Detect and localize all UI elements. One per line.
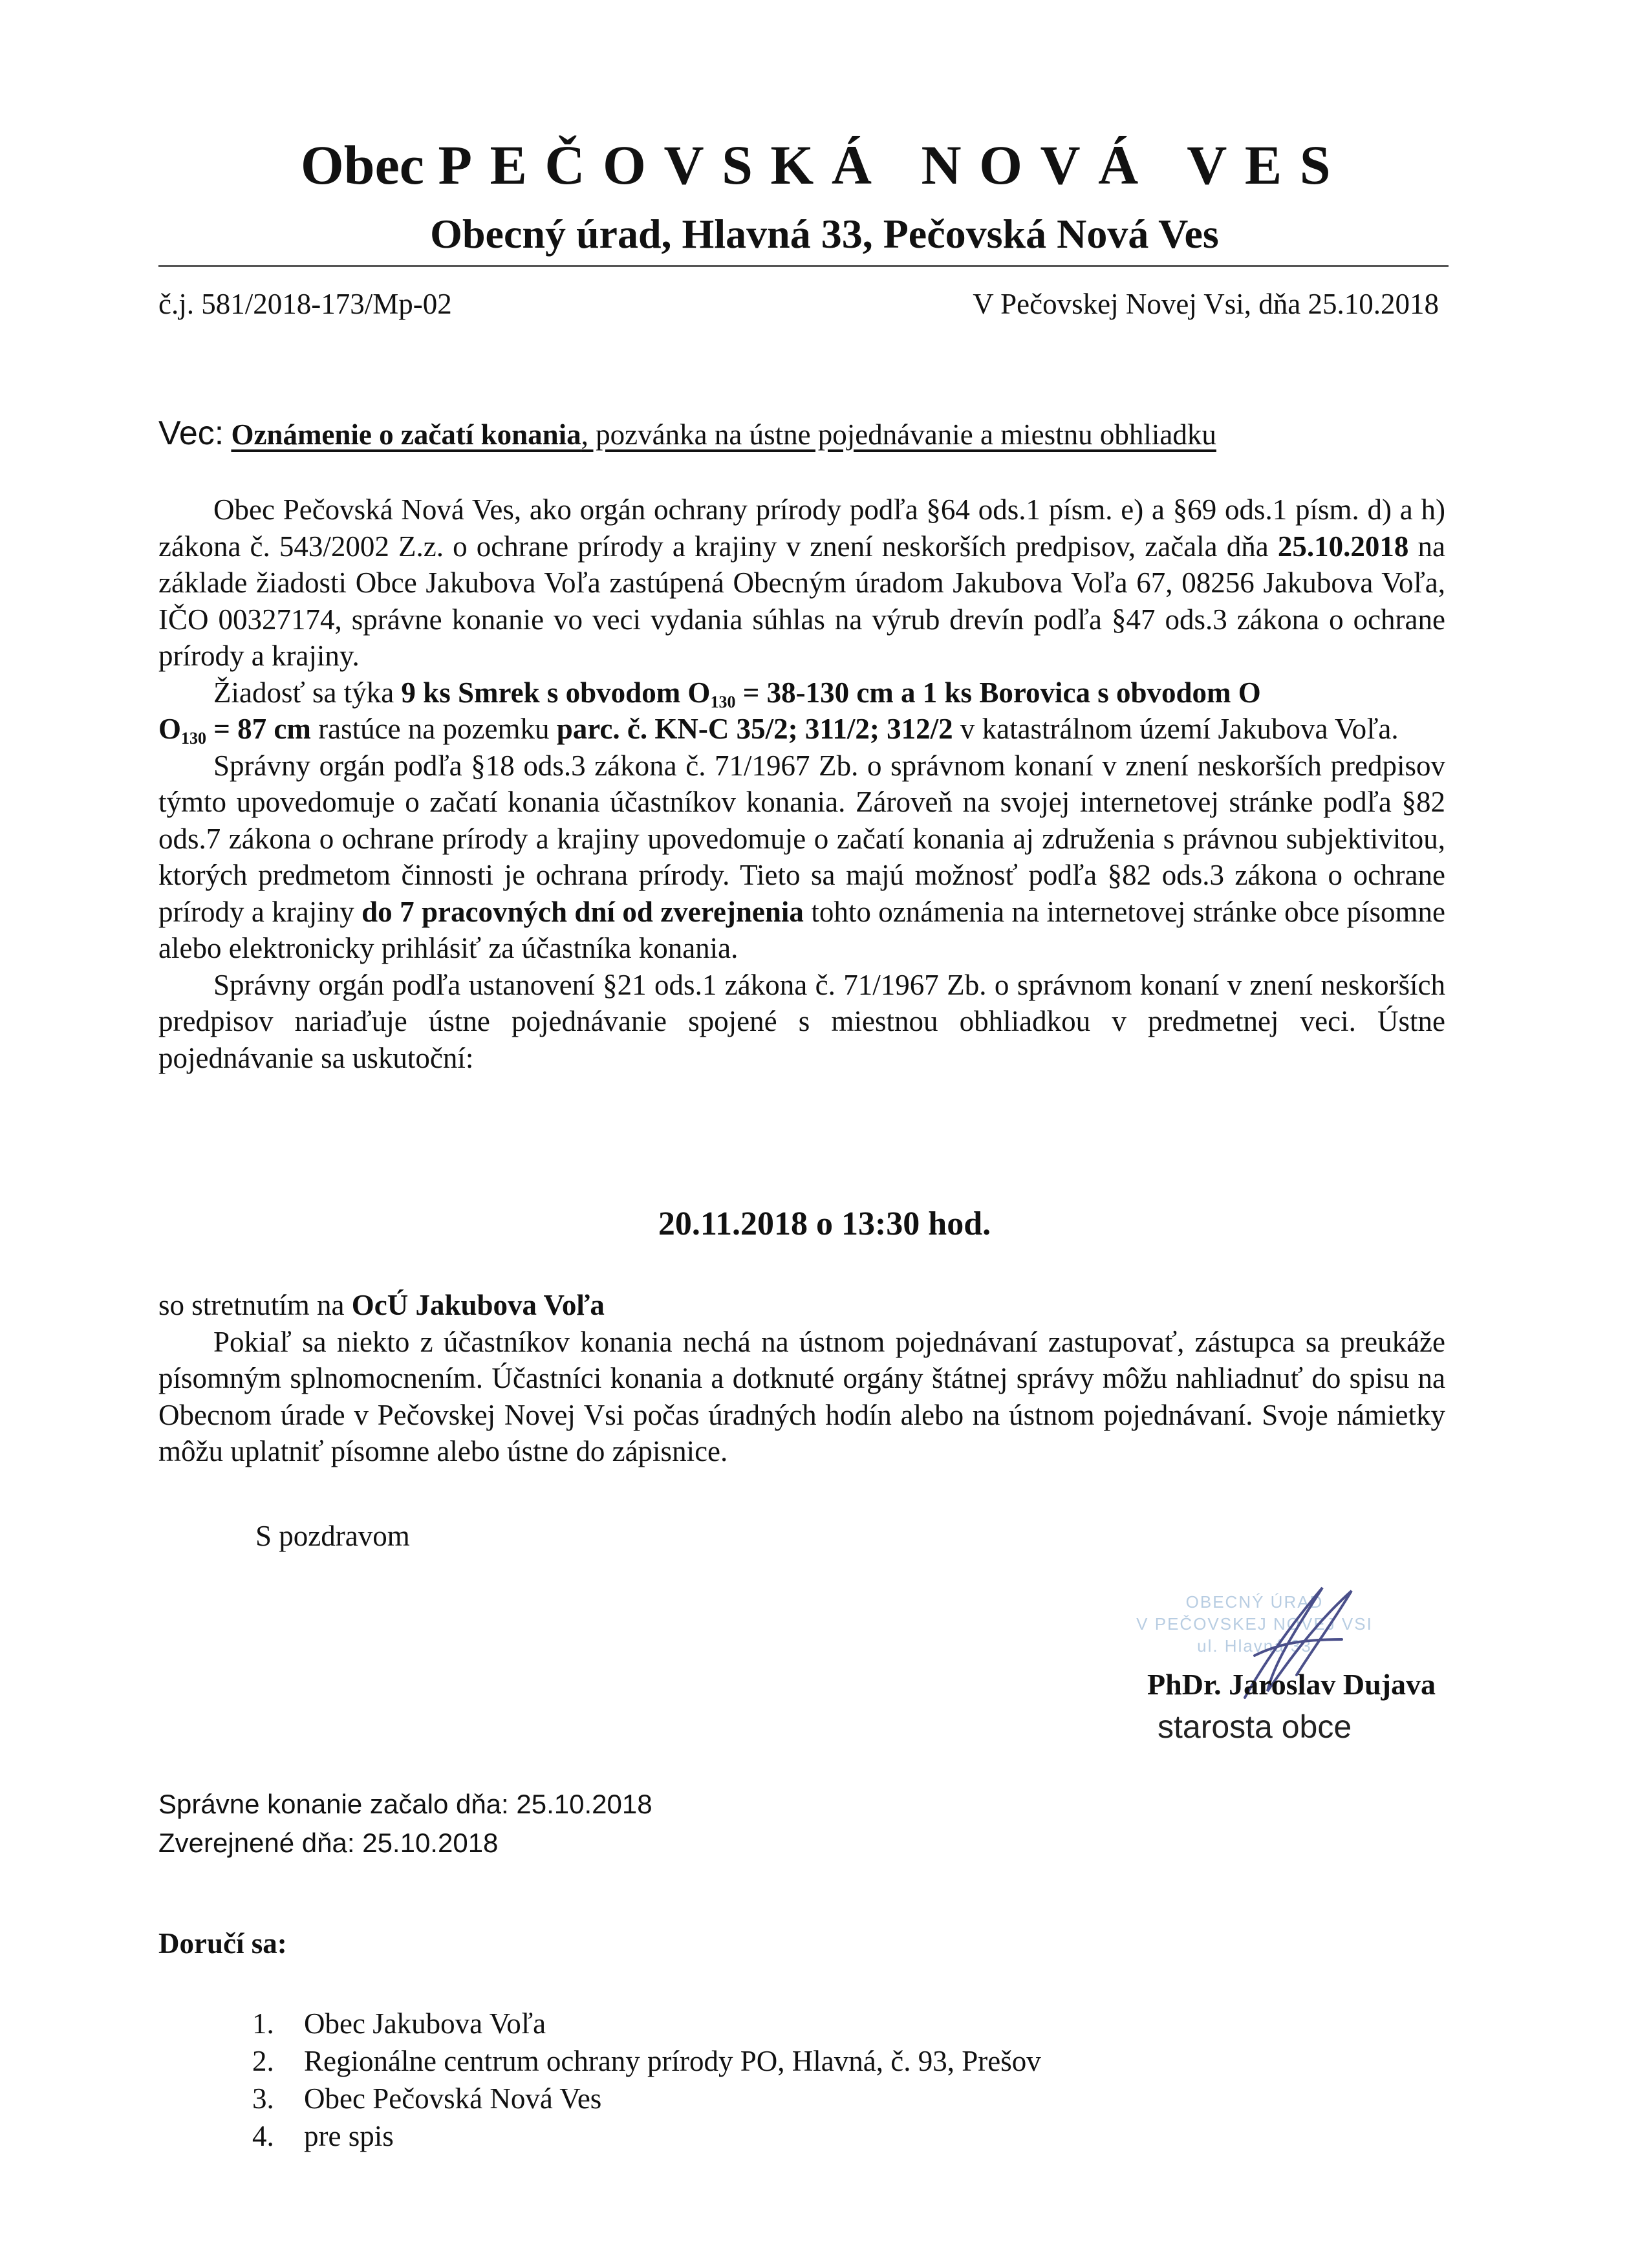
list-item bbox=[252, 2080, 1041, 2117]
subject-rest: , pozvánka na ústne pojednávanie a miestnu obhliadku bbox=[581, 418, 1216, 451]
municipality-title bbox=[0, 133, 1649, 197]
procedure-started-date: Správne konanie začalo dňa: 25.10.2018 bbox=[158, 1789, 652, 1819]
list-item-text: Regionálne centrum ochrany prírody PO, Hlavná, č. 93, Prešov bbox=[304, 2045, 1041, 2077]
subject-lead: Oznámenie o začatí konania bbox=[231, 418, 581, 451]
list-item-number: 3. bbox=[252, 2082, 274, 2115]
delivery-list bbox=[252, 2005, 1041, 2155]
list-item bbox=[252, 2117, 1041, 2155]
list-item-number: 4. bbox=[252, 2120, 274, 2152]
p2-text-c: rastúce na pozemku bbox=[310, 713, 557, 745]
p2-trees-b: = 38-130 cm a 1 ks Borovica s obvodom O bbox=[735, 676, 1261, 709]
p3-text-a: Správny orgán podľa §18 ods.3 zákona č. 71/1967 Zb. o správnom konaní v znení neskorších predpisov týmto upovedomuje o začatí konania účastníkov konania. Zároveň na svojej internetovej stránke podľa §82 ods.7 zákona o ochrane prírody a krajiny upovedomuje o začatí konania aj združenia s právnou subjektivitou, ktorých predmetom činnosti je ochrana prírody. Tieto sa majú možnosť podľa §82 ods.3 zákona o ochrane prírody a krajiny bbox=[158, 749, 1445, 928]
place-and-date: V Pečovskej Novej Vsi, dňa 25.10.2018 bbox=[973, 288, 1439, 320]
greeting: S pozdravom bbox=[255, 1520, 410, 1552]
paragraph-2: Žiadosť sa týka 9 ks Smrek s obvodom $O_{130} = 38-130$ cm a 1 ks Borovica s obvodom O $O_{130} = 87$ cm rastúce na pozemku parc. č. KN-C 35/2; 311/2; 312/2 v katastrálnom území Jakubova Voľa. bbox=[158, 676, 1399, 748]
signer-role: starosta obce bbox=[1158, 1709, 1352, 1745]
reference-number: č.j. 581/2018-173/Mp-02 bbox=[158, 288, 452, 320]
stamp-line-1: OBECNÝ ÚRAD bbox=[1185, 1592, 1324, 1612]
p1-start-date: 25.10.2018 bbox=[1277, 530, 1409, 563]
p2-subscript-2: 130 bbox=[181, 729, 207, 748]
p2-trees-a: 9 ks Smrek s obvodom O bbox=[401, 676, 711, 709]
subject-line bbox=[158, 411, 1452, 457]
subject-label: Vec: bbox=[158, 415, 224, 452]
delivery-title: Doručí sa: bbox=[158, 1927, 287, 1960]
procedure-dates bbox=[158, 1785, 652, 1863]
list-item-text: pre spis bbox=[304, 2120, 394, 2152]
p2-text-a: Žiadosť sa týka bbox=[213, 676, 402, 709]
published-date: Zverejnené dňa: 25.10.2018 bbox=[158, 1828, 499, 1858]
p1-text-b: na základe žiadosti Obce Jakubova Voľa zastúpená Obecným úradom Jakubova Voľa 67, 08256 Jakubova Voľa, IČO 00327174, správne konanie vo veci vydania súhlas na výrub drevín podľa §47 ods.3 zákona o ochrane prírody a krajiny. bbox=[158, 530, 1445, 672]
header-divider bbox=[158, 265, 1449, 267]
list-item-text: Obec Pečovská Nová Ves bbox=[304, 2082, 602, 2115]
hearing-datetime: 20.11.2018 o 13:30 hod. bbox=[658, 1205, 991, 1242]
meeting-prefix: so stretnutím na bbox=[158, 1289, 352, 1321]
meeting-place-line bbox=[158, 1287, 1445, 1324]
meeting-section bbox=[158, 1287, 1445, 1470]
p1-text-a: Obec Pečovská Nová Ves, ako orgán ochrany prírody podľa §64 ods.1 písm. e) a §69 ods.1 písm. d) a h) zákona č. 543/2002 Z.z. o ochrane prírody a krajiny v znení neskorších predpisov, začala dňa bbox=[158, 493, 1445, 563]
list-item-text: Obec Jakubova Voľa bbox=[304, 2007, 546, 2040]
paragraph-4: Správny orgán podľa ustanovení §21 ods.1 zákona č. 71/1967 Zb. o správnom konaní v znení neskorších predpisov nariaďuje ústne pojednávanie spojené s miestnou obhliadkou v predmetnej veci. Ústne pojednávanie sa uskutoční: bbox=[158, 968, 1445, 1074]
stamp-line-3: ul. Hlavná 33 bbox=[1197, 1636, 1312, 1656]
list-item bbox=[252, 2005, 1041, 2042]
signer-name: PhDr. Jaroslav Dujava bbox=[1147, 1668, 1436, 1701]
p2-subscript-1: 130 bbox=[710, 692, 736, 711]
p2-trees-c: = 87 cm bbox=[206, 713, 311, 745]
paragraph-1 bbox=[158, 491, 1445, 675]
meeting-place: OcÚ Jakubova Voľa bbox=[351, 1289, 605, 1321]
list-item bbox=[252, 2042, 1041, 2080]
p3-deadline: do 7 pracovných dní od zverejnenia bbox=[361, 895, 804, 928]
paragraph-3 bbox=[158, 748, 1445, 967]
meeting-paragraph: Pokiaľ sa niekto z účastníkov konania nechá na ústnom pojednávaní zastupovať, zástupca sa preukáže písomným splnomocnením. Účastníci konania a dotknuté orgány štátnej správy môžu nahliadnuť do spisu na Obecnom úrade v Pečovskej Novej Vsi počas úradných hodín alebo na ústnom pojednávaní. Svoje námietky môžu uplatniť písomne alebo ústne do zápisnice. bbox=[158, 1325, 1445, 1467]
p3-text-b: tohto oznámenia na internetovej stránke obce písomne alebo elektronicky prihlásiť za účastníka konania. bbox=[158, 895, 1445, 964]
stamp-line-2: V PEČOVSKEJ NOVEJ VSI bbox=[1136, 1614, 1373, 1634]
office-subtitle: Obecný úrad, Hlavná 33, Pečovská Nová Ves bbox=[430, 211, 1219, 257]
p2-text-d: v katastrálnom území Jakubova Voľa. bbox=[953, 713, 1399, 745]
list-item-number: 1. bbox=[252, 2007, 274, 2040]
p2-parcel: parc. č. KN-C 35/2; 311/2; 312/2 bbox=[556, 713, 953, 745]
letter-body bbox=[158, 491, 1445, 1076]
title-name: PEČOVSKÁ NOVÁ VES bbox=[438, 134, 1349, 196]
title-prefix: Obec bbox=[300, 134, 424, 196]
list-item-number: 2. bbox=[252, 2045, 274, 2077]
